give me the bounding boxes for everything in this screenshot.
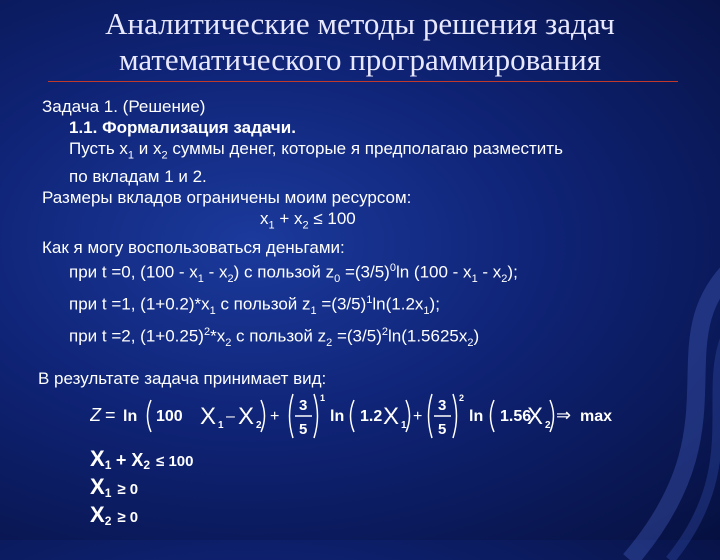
frac2-num: 3 bbox=[438, 397, 447, 414]
formula-x1-sub: 1 bbox=[218, 420, 224, 431]
formula-plus-1: + bbox=[270, 408, 280, 425]
formula-x2-b-sub: 2 bbox=[545, 420, 551, 431]
formula-plus-2: + bbox=[413, 408, 423, 425]
formula-arrow: ⇒ bbox=[556, 405, 572, 425]
assumption-line-2: по вкладам 1 и 2. bbox=[69, 167, 207, 187]
objective-formula bbox=[90, 392, 630, 440]
paren-1-open bbox=[148, 400, 152, 432]
paren-3-open bbox=[351, 400, 355, 432]
frac2-den: 5 bbox=[438, 421, 447, 438]
formula-ln-3: ln bbox=[469, 408, 484, 425]
formula-minus: – bbox=[226, 408, 235, 425]
formula-x1-b-sub: 1 bbox=[401, 420, 407, 431]
slide-title bbox=[40, 6, 680, 78]
frac1-num: 3 bbox=[299, 397, 308, 414]
formula-x1: X bbox=[200, 403, 217, 430]
formula-z: Z bbox=[90, 405, 101, 425]
paren-4-close bbox=[453, 394, 457, 438]
limits-text: Размеры вкладов ограничены моим ресурсом: bbox=[42, 188, 412, 208]
assumption-line-1: Пусть $x_1$ и $x_2$ суммы денег, которые я предполагаю разместить bbox=[69, 139, 563, 162]
task-header: Задача 1. (Решение) bbox=[42, 97, 206, 116]
title-line-1: Аналитические методы решения задач bbox=[105, 6, 615, 41]
frac2-exp: 2 bbox=[459, 393, 465, 403]
formula-coef-12: 1.2 bbox=[360, 408, 383, 425]
paren-2-open bbox=[290, 394, 294, 438]
formula-x1-b: X bbox=[383, 403, 400, 430]
formula-100: 100 bbox=[156, 408, 183, 425]
title-line-2: математического программирования bbox=[118, 42, 602, 77]
constraint-x2-nonneg: X2 ≥ 0 bbox=[90, 502, 139, 528]
slide-body bbox=[42, 96, 712, 354]
case-t2: при t =2, $(1+0.25)^2*x_2$ с пользой $z_2 =(3/5)^2\ln(1.5625x_2)$ bbox=[69, 325, 480, 349]
constraint-sum: X1 + X2 ≤ 100 bbox=[90, 446, 194, 472]
formula-x2: X bbox=[238, 403, 255, 430]
paren-2-close bbox=[314, 394, 318, 438]
paren-5-open bbox=[491, 400, 495, 432]
formula-x2-b: X bbox=[527, 403, 544, 430]
case-t1: при t =1, $(1+0.2)*x_1$ с пользой $z_1 =(3/5)^1\ln(1.2x_1)$; bbox=[69, 293, 440, 317]
paren-4-open bbox=[429, 394, 433, 438]
frac1-den: 5 bbox=[299, 421, 308, 438]
usage-text: Как я могу воспользоваться деньгами: bbox=[42, 237, 345, 257]
result-text: В результате задача принимает вид: bbox=[38, 369, 327, 388]
formula-max: max bbox=[580, 408, 613, 425]
budget-constraint: $x_1 + x_2 \le 100$ bbox=[260, 209, 356, 232]
formula-x2-sub: 2 bbox=[256, 420, 262, 431]
formula-ln-2: ln bbox=[330, 408, 345, 425]
formula-coef-156: 1.56 bbox=[500, 408, 532, 425]
constraint-x1-nonneg: X1 ≥ 0 bbox=[90, 474, 139, 500]
title-divider bbox=[48, 81, 678, 82]
section-heading: 1.1. Формализация задачи. bbox=[69, 118, 296, 137]
case-t0: при t =0, $(100 - x_1 - x_2)$ с пользой $z_0 =(3/5)^0\ln$ $(100 - x_1 - x_2)$; bbox=[69, 261, 518, 285]
formula-eq: = bbox=[105, 405, 116, 425]
frac1-exp: 1 bbox=[320, 393, 326, 403]
constraints-block bbox=[90, 446, 193, 530]
formula-ln-1: ln bbox=[123, 408, 138, 425]
